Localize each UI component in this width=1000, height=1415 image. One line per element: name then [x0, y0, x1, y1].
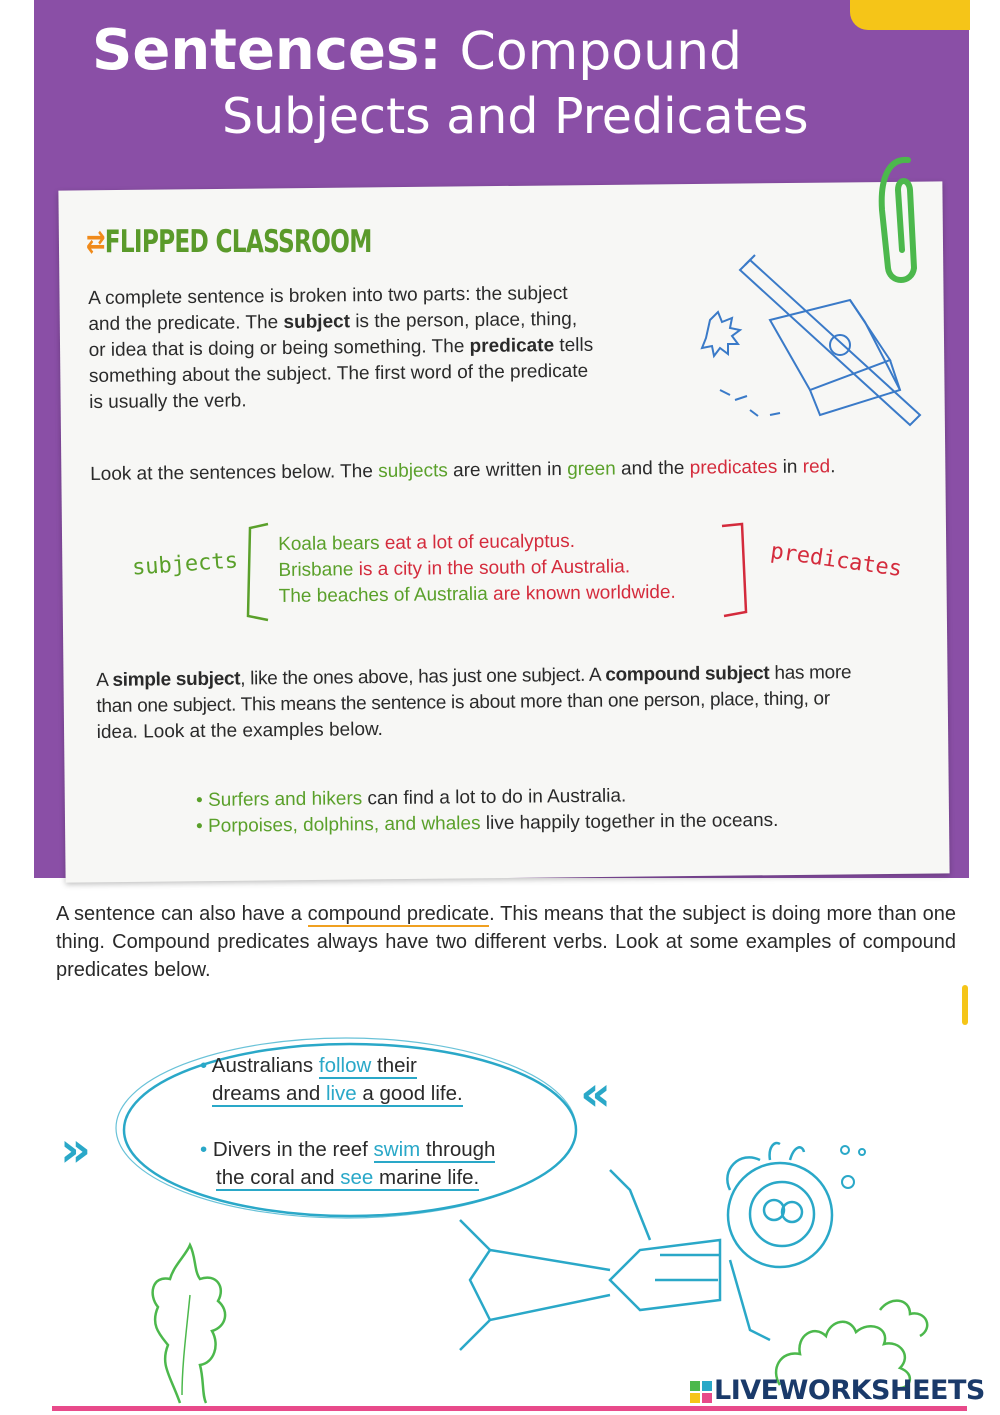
liveworksheets-watermark — [690, 1375, 985, 1406]
example-text: their — [371, 1054, 417, 1077]
example-subject: The beaches of Australia — [278, 583, 488, 607]
simple-subject-paragraph — [96, 659, 957, 746]
intro-text: or idea that is doing or being something. The — [88, 336, 470, 361]
term-subject: subject — [283, 311, 351, 333]
look-green: green — [567, 458, 616, 481]
simple-line-2: than one subject. This means the sentence is about more than one person, place, thing, or — [96, 688, 830, 717]
example-verb: swim — [373, 1138, 421, 1161]
page-subtitle: Subjects and Predicates — [222, 88, 809, 145]
example-subject: Koala bears — [278, 532, 380, 555]
title-bold: Sentences: — [92, 18, 442, 83]
subjects-bracket — [242, 520, 272, 624]
page-title — [92, 18, 742, 83]
example-text: a good life. — [356, 1082, 463, 1105]
intro-text: and the predicate. The — [88, 311, 284, 335]
subjects-label: subjects — [131, 548, 239, 581]
example-predicate: are known worldwide. — [487, 581, 676, 605]
intro-line-5: is usually the verb. — [89, 390, 247, 413]
coral-illustration — [760, 1280, 960, 1390]
simple-text: A — [96, 669, 113, 691]
pencil-sharpener-illustration — [690, 240, 940, 440]
compound-rest: can find a lot to do in Australia. — [362, 785, 627, 810]
example-text: Australians — [211, 1054, 319, 1077]
compound-subject-example — [196, 785, 626, 812]
chevron-right-icon: » — [60, 1122, 92, 1178]
compound-subject: Surfers and hikers — [207, 788, 363, 811]
intro-text: tells — [553, 334, 594, 357]
example-text: marine life. — [373, 1166, 480, 1189]
example-verb: see — [340, 1166, 374, 1189]
look-text: are written in — [447, 459, 568, 482]
predicate-example-line — [216, 1166, 479, 1190]
example-predicate: eat a lot of eucalyptus. — [379, 530, 576, 554]
simple-line-3: idea. Look at the examples below. — [96, 718, 384, 743]
intro-line-4: something about the subject. The first word of the predicate — [88, 360, 589, 387]
look-text: Look at the sentences below. The — [90, 460, 379, 485]
example-verb: live — [325, 1082, 357, 1105]
look-subjects: subjects — [378, 460, 448, 482]
predicate-text: A sentence can also have a — [56, 903, 308, 925]
example-text: through — [420, 1138, 496, 1161]
look-red: red — [802, 456, 831, 478]
edge-mark — [962, 985, 968, 1025]
predicates-label: predicates — [768, 538, 904, 583]
compound-rest: live happily together in the oceans. — [480, 809, 779, 835]
example-verb: follow — [318, 1054, 372, 1077]
predicate-example-line — [200, 1054, 417, 1078]
example-subject: Brisbane — [278, 559, 354, 581]
compound-predicate-paragraph — [56, 900, 956, 984]
bullet-icon: • — [196, 815, 203, 837]
bottom-bar — [52, 1406, 967, 1411]
term-compound-predicate: compound predicate — [307, 903, 490, 925]
look-text: in — [777, 456, 803, 478]
intro-line-1: A complete sentence is broken into two parts: the subject — [88, 282, 568, 309]
look-text: and the — [615, 457, 690, 480]
example-text: the coral and — [216, 1166, 341, 1189]
predicate-example-line — [212, 1082, 463, 1106]
watermark-text: LIVEWORKSHEETS — [714, 1375, 985, 1406]
chevron-left-icon: « — [580, 1066, 612, 1122]
flipped-classroom-logo — [86, 224, 372, 260]
predicate-text: . This means that the subject is doing more than one thing. Compound predicates always have two different verbs. Look at some examples of compound predicates below. — [56, 903, 956, 981]
look-text: . — [830, 456, 836, 478]
intro-text: is the person, place, thing, — [349, 308, 578, 333]
bullet-icon: • — [200, 1054, 208, 1077]
simple-text: has more — [769, 662, 852, 684]
term-simple-subject: simple subject — [112, 668, 241, 691]
example-text: dreams and — [212, 1082, 326, 1105]
example-sentence — [279, 580, 676, 610]
term-predicate: predicate — [469, 335, 555, 358]
logo-text: FLIPPED CLASSROOM — [104, 224, 372, 260]
example-sentences — [278, 528, 676, 610]
liveworksheets-logo-icon — [690, 1381, 712, 1403]
bullet-icon: • — [200, 1138, 208, 1161]
title-regular: Compound — [459, 22, 743, 82]
seaweed-illustration — [130, 1235, 250, 1405]
example-predicate: is a city in the south of Australia. — [353, 556, 631, 581]
compound-subject: Porpoises, dolphins, and whales — [207, 813, 481, 837]
flip-arrows-icon: ⇄ — [86, 224, 105, 260]
bullet-icon: • — [196, 789, 203, 811]
term-compound-subject: compound subject — [605, 662, 770, 686]
example-text: Divers in the reef — [212, 1138, 374, 1161]
predicates-bracket — [720, 520, 750, 620]
intro-paragraph — [88, 280, 679, 416]
look-predicates: predicates — [689, 456, 778, 479]
corner-tab — [850, 0, 970, 30]
simple-text: , like the ones above, has just one subject. A — [240, 664, 606, 690]
